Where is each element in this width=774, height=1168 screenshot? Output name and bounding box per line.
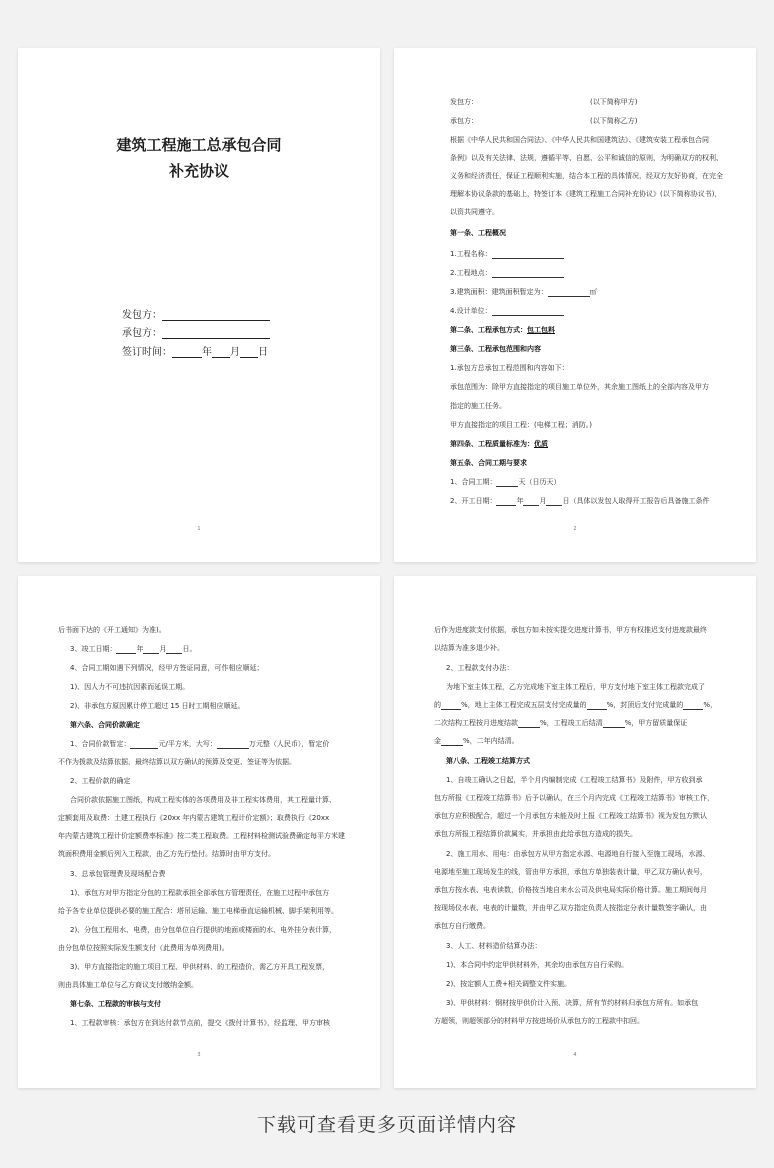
text-line: 后作为进度款支付依据，承包方如未按实提交进度计算书，甲方有权推迟支付进度款最终 [434,626,707,634]
section-heading: 第八条、工程竣工结算方式 [446,757,530,765]
text-span: 优质 [534,440,548,448]
text-span: 万元整（人民币），暂定价 [248,740,330,748]
blank [130,740,158,749]
text-line: (以下简称甲方) [590,98,638,106]
text-line [450,250,564,259]
contractor-label: 承包方： [122,328,162,339]
blank [492,307,564,316]
text-line [450,307,564,316]
text-line: 承包范围为：除甲方直接指定的项目施工单位外，其余施工图纸上的全部内容及甲方 [450,383,709,391]
text-line: 理解本协议条款的基础上，特签订本《建筑工程施工合同补充协议》(以下简称协议书)， [450,190,722,198]
watermark [49,348,78,383]
blank [143,645,159,654]
text-line [434,737,519,746]
text-line [70,645,196,654]
employer-label: 发包方： [122,310,162,321]
section-heading [450,326,555,335]
blank [546,497,562,506]
text-span: 元/平方米，大写： [158,740,217,748]
text-line [70,740,329,749]
blank [523,497,539,506]
text-span: %， [703,701,717,709]
text-span: %，二年内结清。 [463,737,519,745]
day-label: 日 [258,347,268,358]
document-page-4 [394,576,756,1088]
year-label: 年 [202,347,212,358]
text-span: 二次结构工程按月进度结款 [434,719,518,727]
text-line [450,478,560,487]
text-line: 2、施工用水、用电：由承包方从甲方指定水源、电源地自行接入至施工现场，水源、 [446,850,710,858]
text-span: %，工程竣工后结清 [540,719,603,727]
text-line [434,701,717,710]
contractor-field [122,324,270,339]
text-line: 后书面下达的《开工通知》为准)。 [58,626,166,634]
section-heading: 第六条、合同价款确定 [70,721,140,729]
month-blank [212,346,230,358]
text-line: 按现场仪水表、电表的计量数，并由甲乙双方指定负责人按指定分表计量数签字确认，由 [434,904,707,912]
text-line: 2)、按定额人工费+相关调整文件实施。 [446,980,572,988]
text-span: ㎡ [589,288,597,296]
blank [166,645,182,654]
text-line [450,288,597,297]
text-span: 第四条、工程质量标准为： [450,440,534,448]
text-span: 1、合同工期： [450,478,497,486]
text-span: 包工包料 [527,326,555,334]
text-span: 1.工程名称： [450,250,492,258]
blank [496,497,516,506]
blank [548,288,590,297]
text-line: 包方所报《工程竣工结算书》后予以确认，在三个月内完成《工程竣工结算书》审核工作， [434,794,714,802]
text-span: 3.建筑面积：建筑面积暂定为： [450,288,548,296]
text-span: 年 [136,645,144,653]
text-line: (以下简称乙方) [590,117,638,125]
document-page-2 [394,48,756,562]
text-span: %，甲方留质量保证 [624,719,688,727]
text-line: 方超领，则超领部分的材料甲方按进场价从承包方的工程款中扣回。 [434,1017,644,1025]
text-line: 甲方直接指定的项目工程：(电梯工程；消防。) [450,421,592,429]
text-line: 2)、分包工程用水、电费，由分包单位自行提供的地面或楼面的水、电外挂分表计算， [70,926,337,934]
section-heading: 第一条、工程概况 [450,229,506,237]
text-line: 1、自竣工确认之日起，半个月内编制完成《工程竣工结算书》及附件，甲方收到承 [446,776,703,784]
blank [441,701,461,710]
blank [603,719,625,728]
text-line: 2、工程价款的确定 [70,777,131,785]
year-blank [172,346,202,358]
text-line: 年内蒙古建筑工程计价定额费率标准》按二类工程取费。工程材料检测试验费确定每平方米建 [58,832,345,840]
text-line: 4、合同工期如遇下列情况，经甲方签证同意，可作相应顺延； [70,664,264,672]
text-line: 以资共同遵守。 [450,208,499,216]
text-line: 筑面积费用金额后列入工程款，由乙方先行垫付。结算时由甲方支付。 [58,850,275,858]
text-span: 年 [516,497,524,505]
text-line: 1、工程款审核：承包方在到达付款节点前，提交《拨付计算书》，经监理、甲方审核 [70,1019,330,1027]
text-line: 1)、因人力不可违抗因素而延误工期。 [70,683,190,691]
page-number: 4 [573,1052,577,1058]
cover-title: 建筑工程施工总承包合同 [116,136,282,154]
text-span: 4.设计单位： [450,307,492,315]
text-line: 3、人工、材料造价结算办法： [446,942,542,950]
text-line: 发包方： [450,98,478,106]
section-heading: 第五条、合同工期与要求 [450,459,527,467]
text-line: 条例》以及有关法律、法规，遵循平等、自愿、公平和诚信的原则，为明确双方的权利、 [450,154,723,162]
page-number: 1 [197,526,201,532]
text-line: 承包方所报工程结算价款属实，并承担由此给承包方造成的损失。 [434,830,637,838]
text-span: %，封顶后支付完成量的 [606,701,684,709]
section-heading [450,440,548,449]
text-span: 的 [434,701,441,709]
text-span: 3、竣工日期： [70,645,117,653]
download-caption: 下载可查看更多页面详情内容 [256,1114,517,1136]
text-line: 2、工程款支付办法： [446,664,514,672]
section-heading: 第三条、工程承包范围和内容 [450,345,541,353]
text-line: 则由具体施工单位与乙方商议支付缴纳金额。 [58,981,198,989]
text-line: 由分包单位按照实际发生额支付（此费用为单列费用)。 [58,944,229,952]
sign-time-label: 签订时间： [122,347,172,358]
page-number: 2 [573,526,577,532]
document-page-1 [18,48,380,562]
text-span: 天（日历天） [518,478,561,486]
text-span: 第二条、工程承包方式： [450,326,527,334]
text-line: 承包方自行缴费。 [434,922,490,930]
text-line: 给予各专业单位提供必要的施工配合：塔吊运输、施工电梯垂直运输机械、脚手架利用等。 [58,907,338,915]
day-blank [240,346,258,358]
text-span: %，地上主体工程完成五层支付完成量的 [461,701,587,709]
text-line: 合同价款依据施工图纸，构成工程实体的各项费用及非工程实体费用，其工程量计算、 [70,796,336,804]
page-number: 3 [197,1052,201,1058]
text-line: 指定的施工任务。 [450,402,506,410]
document-page-3 [18,576,380,1088]
text-line: 义务和经济责任，保证工程顺利实施，结合本工程的具体情况，经双方友好协商，在完全 [450,172,723,180]
blank [683,701,703,710]
text-line: 2)、非承包方原因累计停工超过 15 日时工期相应顺延。 [70,702,245,710]
section-heading: 第七条、工程款的审核与支付 [70,1000,161,1008]
text-line [450,269,564,278]
text-line: 承包方按水表、电表读数，价格按当地自来水公司及供电局实际价格计算。施工期间每月 [434,886,707,894]
text-span: 2、开工日期： [450,497,497,505]
text-line [434,719,687,728]
blank [441,737,463,746]
blank [496,478,518,487]
text-span: 2.工程地点： [450,269,492,277]
text-span: 日。 [182,645,197,653]
text-line: 不作为拨款及结算依据，最终结算以双方确认的预算及变更、签证等为依据。 [58,758,296,766]
text-span: 1、合同价款暂定： [70,740,131,748]
text-line: 电源地至施工现场发生的线，管由甲方承担，承包方单独装表计量，甲乙双方确认表号， [434,868,707,876]
text-line: 1.承包方总承包工程范围和内容如下： [450,364,569,372]
text-span: 月 [539,497,547,505]
text-line: 1)、本合同中约定甲供材料外，其余均由承包方自行采购。 [446,961,629,969]
text-line: 定额套用及取费：土建工程执行《20xx 年内蒙古建筑工程计价定额》；取费执行《20xx [58,814,330,822]
sign-time-field [122,343,268,358]
month-label: 月 [230,347,240,358]
text-line: 3)、甲供材料：钢材按甲供价计入预、决算，所有节约材料归承包方所有。如承包 [446,999,699,1007]
text-span: 月 [159,645,167,653]
text-line: 承包方： [450,117,478,125]
text-line [450,497,709,506]
text-line: 3、总承包管理费及现场配合费 [70,870,166,878]
employer-field [122,306,270,321]
text-line: 以结算为准多退少补。 [434,644,504,652]
text-line: 根据《中华人民共和国合同法》、《中华人民共和国建筑法》、《建筑安装工程承包合同 [450,136,709,144]
blank [116,645,136,654]
blank [492,269,564,278]
blank [518,719,540,728]
cover-subtitle: 补充协议 [168,162,229,180]
blank [492,250,564,259]
employer-blank [162,309,270,321]
text-line: 承包方应积极配合，超过一个月承包方未能及时上报《工程竣工结算书》视为发包方默认 [434,812,707,820]
blank [587,701,607,710]
text-line: 1)、承包方对甲方指定分包的工程款承担全部承包方管理责任，在施工过程中承包方 [70,889,330,897]
contractor-blank [162,327,270,339]
text-line: 为地下室主体工程，乙方完成地下室主体工程后，甲方支付地下室主体工程款完成了 [446,683,705,691]
blank [217,740,249,749]
text-span: 金 [434,737,441,745]
text-span: 日（具体以发包人取得开工报告后具备施工条件 [562,497,710,505]
text-line: 3)、甲方直接指定的施工项目工程、甲供材料、的工程造价，需乙方开具工程发票， [70,963,330,971]
